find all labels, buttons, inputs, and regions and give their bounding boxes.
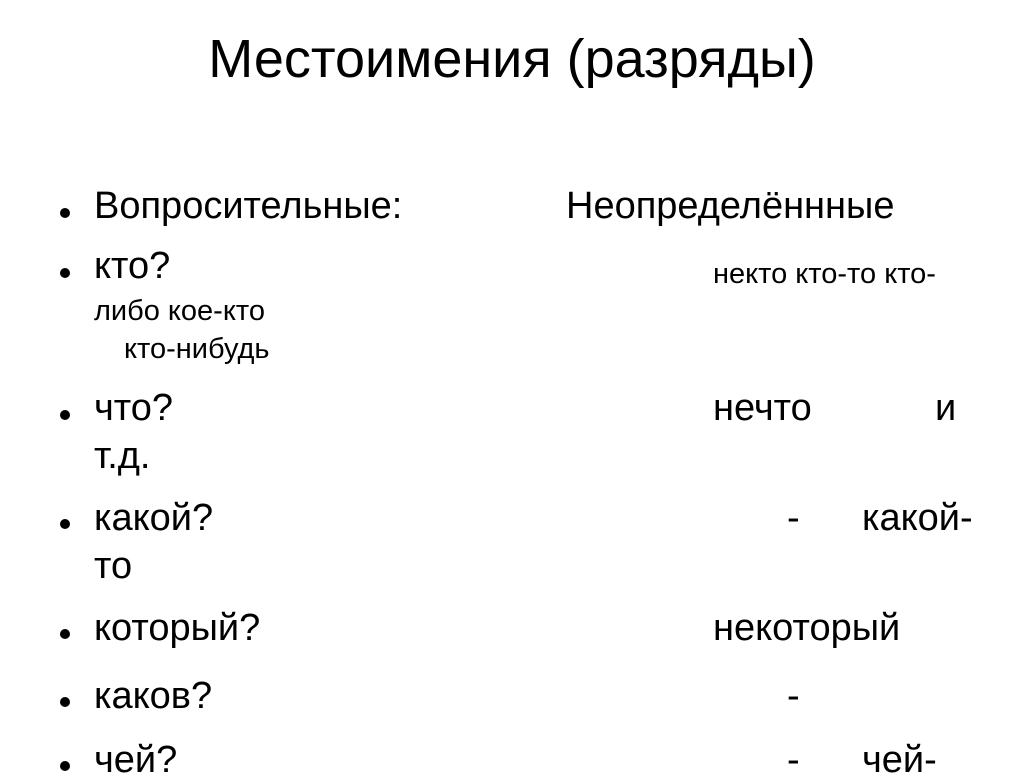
bullet-icon <box>60 410 70 420</box>
list-item-left: который? <box>94 607 261 649</box>
list-item-left: Вопросительные: <box>94 185 403 227</box>
bullet-icon <box>60 697 70 707</box>
list-item-left: что? <box>94 387 174 429</box>
list-item-left: какой? <box>94 497 214 539</box>
list-item-right-cont: и <box>935 387 957 429</box>
bullet-icon <box>60 208 70 218</box>
list-item-right-cont: кто-нибудь <box>124 333 270 365</box>
list-item-right: - <box>787 497 800 539</box>
bullet-icon <box>60 268 70 278</box>
list-item-right: Неопределённные <box>566 185 895 227</box>
list-item-left: каков? <box>94 675 213 717</box>
list-item-right: некоторый <box>713 607 901 649</box>
list-item-left: чей? <box>94 739 178 781</box>
list-item-right-cont: либо кое-кто <box>94 295 265 327</box>
slide-title: Местоимения (разряды) <box>208 29 816 89</box>
list-item-right-cont: т.д. <box>94 435 151 477</box>
list-item-right: - <box>787 739 800 781</box>
list-item-right-cont: какой- <box>862 497 973 539</box>
bullet-icon <box>60 629 70 639</box>
list-item-right: нечто <box>713 387 812 429</box>
list-item-right: - <box>787 675 800 717</box>
bullet-icon <box>60 761 70 771</box>
bullet-icon <box>60 519 70 529</box>
list-item-right-cont: то <box>94 545 133 587</box>
list-item-left: кто? <box>94 245 171 287</box>
list-item-right-cont: чей- <box>862 739 937 781</box>
list-item-right: некто кто-то кто- <box>713 258 936 290</box>
